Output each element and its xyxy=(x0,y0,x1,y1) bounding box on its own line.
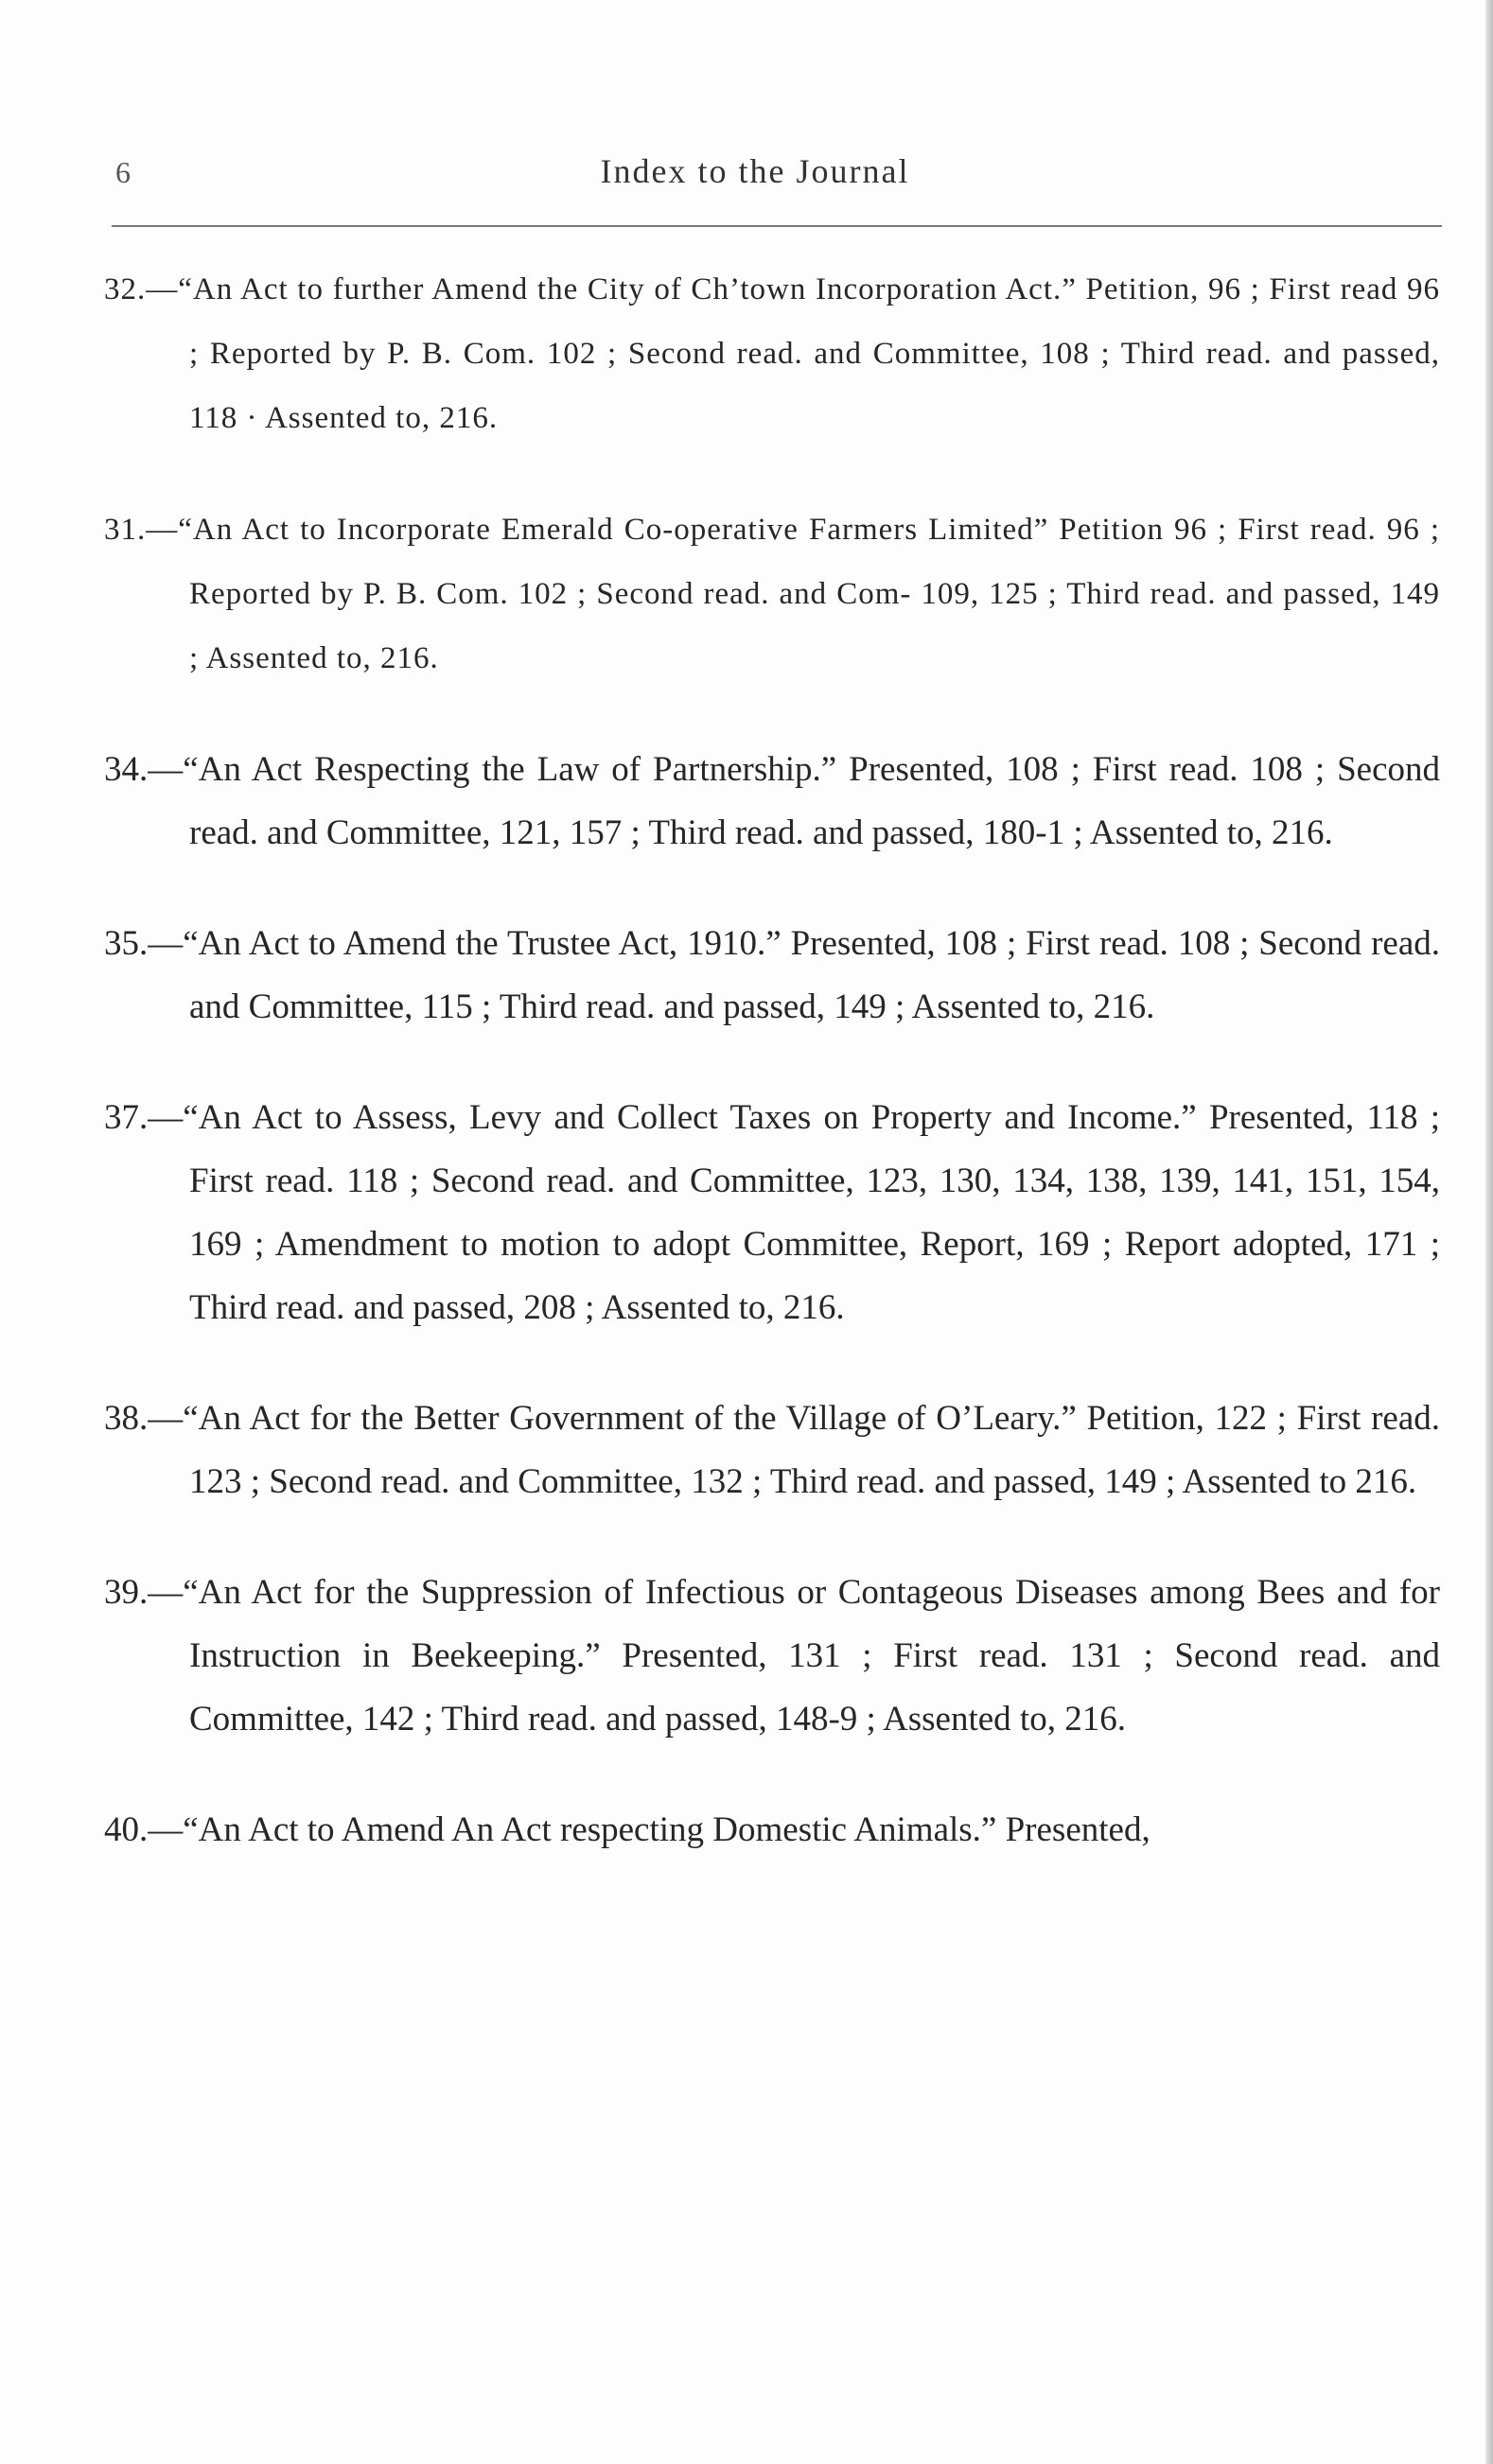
index-entry xyxy=(104,1561,1440,1751)
page-header xyxy=(112,151,1436,199)
running-title: Index to the Journal xyxy=(600,152,910,190)
entry-number: 35. xyxy=(104,924,149,963)
entry-number: 38. xyxy=(104,1399,149,1438)
entry-number: 40. xyxy=(104,1810,149,1849)
page-edge-shadow xyxy=(1485,0,1493,2464)
entry-text: —“An Act for the Suppression of Infectious or Contageous Diseases among Bees and for Instruction in Beekeeping.” Presented, 131 ; First read. 131 ; Second read. and Committee, 142 ; Third read. and passed, 148-9 ; Assented to, 216. xyxy=(148,1573,1440,1739)
index-entry xyxy=(104,1387,1440,1513)
index-entry xyxy=(104,257,1440,450)
entry-text: —“An Act to Assess, Levy and Collect Taxes on Property and Income.” Presented, 118 ; First read. 118 ; Second read. and Committee, 123, 130, 134, 138, 139, 141, 151, 154, 169 ; Amendment to motion to adopt Committee, Report, 169 ; Report adopted, 171 ; Third read. and passed, 208 ; Assented to, 216. xyxy=(148,1098,1440,1327)
entry-number: 39. xyxy=(104,1573,149,1612)
entry-number: 37. xyxy=(104,1098,149,1137)
entry-number: 32. xyxy=(104,272,147,306)
entry-text: —“An Act Respecting the Law of Partnership.” Presented, 108 ; First read. 108 ; Second read. and Committee, 121, 157 ; Third read. and passed, 180-1 ; Assented to, 216. xyxy=(148,750,1440,852)
entry-text: —“An Act to Amend the Trustee Act, 1910.” Presented, 108 ; First read. 108 ; Second read. and Committee, 115 ; Third read. and passed, 149 ; Assented to, 216. xyxy=(148,924,1440,1026)
index-entry xyxy=(104,1086,1440,1339)
index-entries xyxy=(104,257,1440,1909)
index-entry xyxy=(104,498,1440,690)
entry-text: —“An Act for the Better Government of the Village of O’Leary.” Petition, 122 ; First read. 123 ; Second read. and Committee, 132 ; Third read. and passed, 149 ; Assented to 216. xyxy=(148,1399,1440,1501)
index-entry xyxy=(104,1798,1440,1861)
entry-text: —“An Act to Amend An Act respecting Domestic Animals.” Presented, xyxy=(148,1810,1150,1849)
entry-text: —“An Act to Incorporate Emerald Co-operative Farmers Limited” Petition 96 ; First read. 96 ; Reported by P. B. Com. 102 ; Second read. and Com- 109, 125 ; Third read. and passed, 149 ; Assented to, 216. xyxy=(146,513,1440,675)
entry-text: —“An Act to further Amend the City of Ch’town Incorporation Act.” Petition, 96 ; First read 96 ; Reported by P. B. Com. 102 ; Second read. and Committee, 108 ; Third read. and passed, 118 · Assented to, 216. xyxy=(146,272,1440,435)
page-number: 6 xyxy=(115,155,131,189)
header-divider xyxy=(112,225,1442,227)
entry-number: 31. xyxy=(104,513,147,547)
index-entry xyxy=(104,738,1440,865)
entry-number: 34. xyxy=(104,750,149,789)
index-entry xyxy=(104,912,1440,1039)
